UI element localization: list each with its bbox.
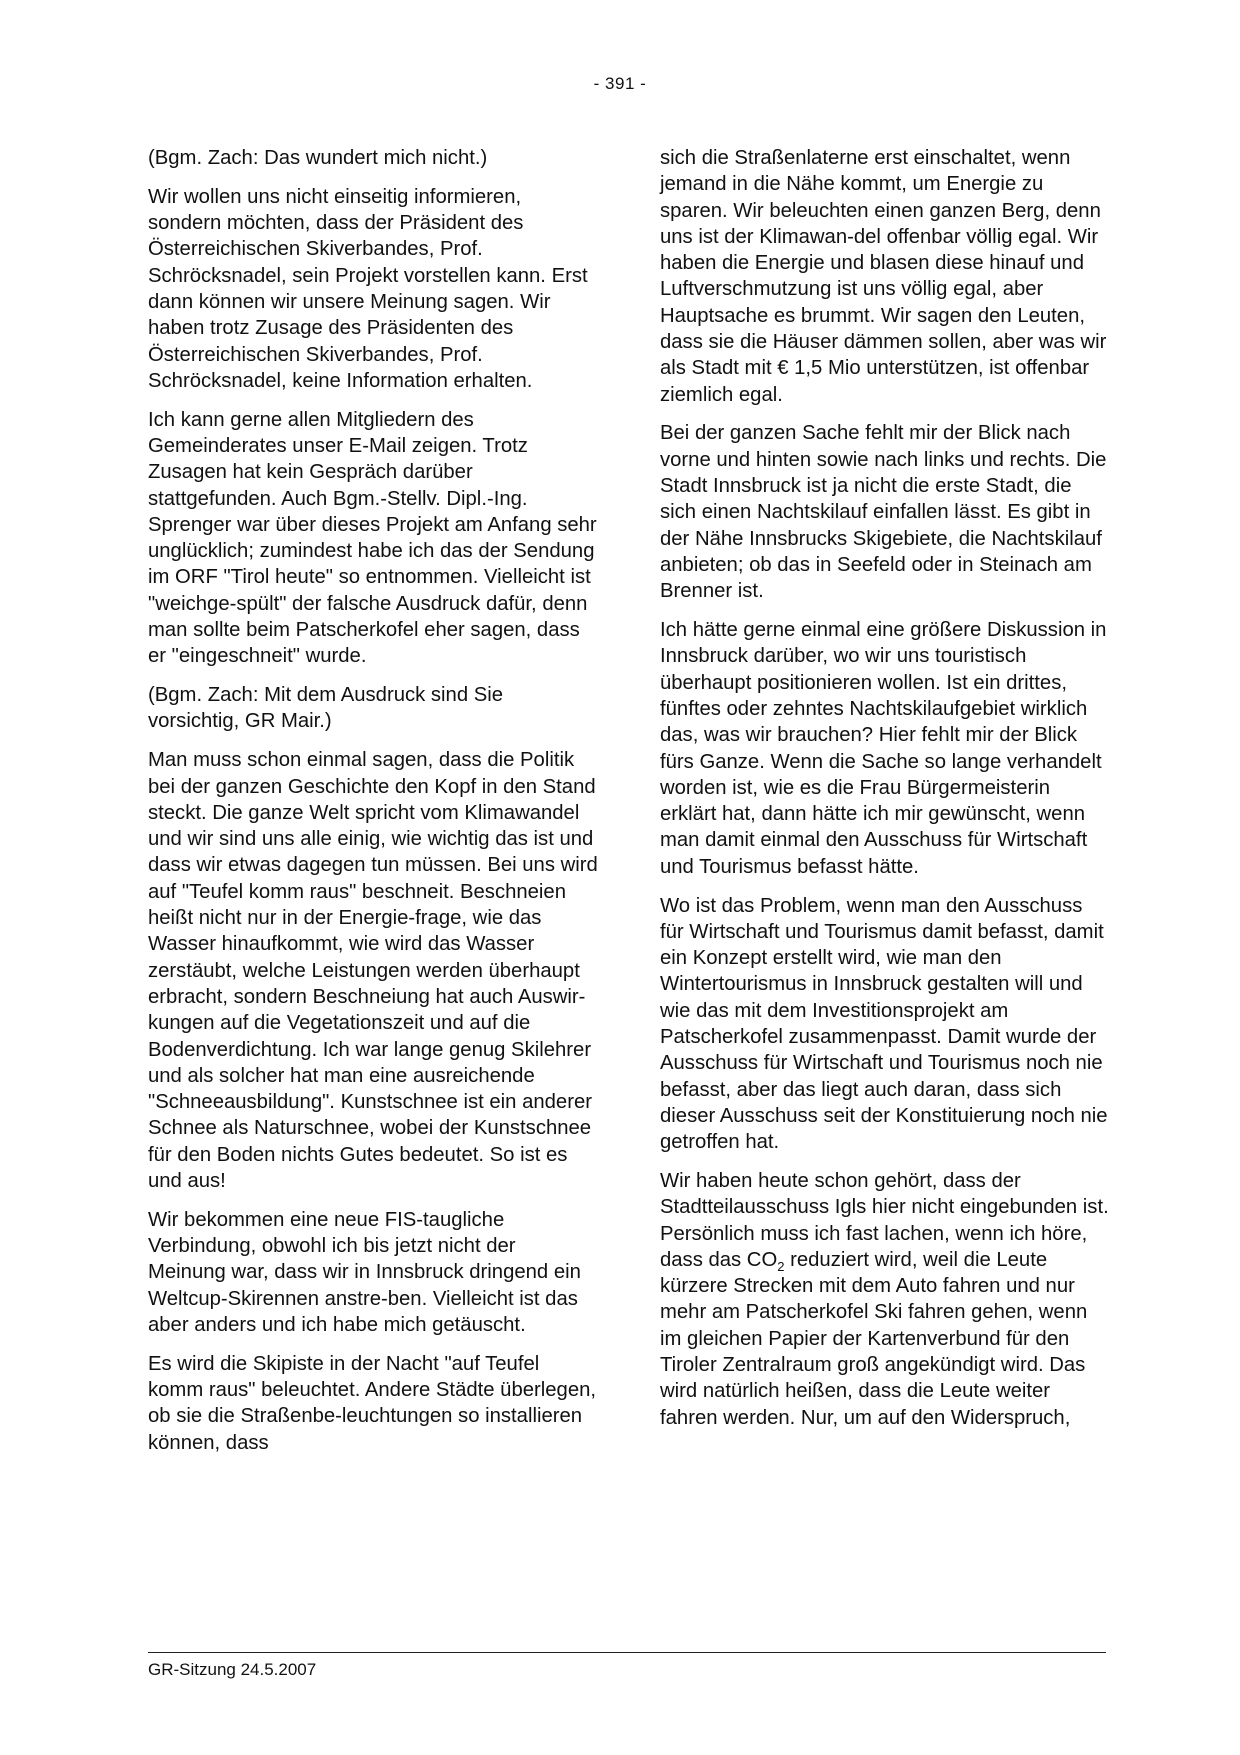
paragraph: Ich hätte gerne einmal eine größere Diskussion in Innsbruck darüber, wo wir uns touristisch überhaupt positionieren wollen. Ist ein drittes, fünftes oder zehntes Nachtskilaufgebiet wirklich das, was wir brauchen? Hier fehlt mir der Blick fürs Ganze. Wenn die Sache so lange verhandelt worden ist, wie es die Frau Bürgermeisterin erklärt hat, dann hätte ich mir gewünscht, wenn man damit einmal den Ausschuss für Wirtschaft und Tourismus befasst hätte. — [660, 619, 1107, 878]
paragraph: Ich kann gerne allen Mitgliedern des Gemeinderates unser E-Mail zeigen. Trotz Zusagen hat kein Gespräch darüber stattgefunden. Auch Bgm.-Stellv. Dipl.-Ing. Sprenger war über dieses Projekt am Anfang sehr unglücklich; zumindest habe ich das der Sendung im ORF "Tirol heute" so entnommen. Vielleicht ist "weichge-spült" der falsche Ausdruck dafür, denn man sollte beim Patscherkofel eher sagen, dass er "eingeschneit" wurde. — [148, 408, 597, 668]
paragraph: sich die Straßenlaterne erst einschaltet, wenn jemand in die Nähe kommt, um Energie zu sparen. Wir beleuchten einen ganzen Berg, denn uns ist der Klimawan-del offenbar völlig egal. Wir haben die Energie und blasen diese hinauf und Luftverschmutzung ist uns völlig egal, aber Hauptsache es brummt. Wir sagen den Leuten, dass sie die Häuser dämmen sollen, aber was wir als Stadt mit € 1,5 Mio unterstützen, ist offenbar ziemlich egal. — [660, 147, 1107, 406]
paragraph: Wir bekommen eine neue FIS-taugliche Verbindung, obwohl ich bis jetzt nicht der Meinung war, dass wir in Innsbruck dringend ein Weltcup-Skirennen anstre-ben. Vielleicht ist das aber anders und ich habe mich getäuscht. — [148, 1208, 581, 1336]
paragraph: (Bgm. Zach: Das wundert mich nicht.) — [148, 147, 488, 169]
paragraph-text: reduziert wird, weil die Leute kürzere Strecken mit dem Auto fahren und nur mehr am Patscherkofel Ski fahren gehen, wenn im gleichen Papier der Kartenverbund für den Tiroler Zentralraum groß angekündigt wird. Das wird natürlich heißen, dass die Leute weiter fahren werden. Nur, um auf den Widerspruch, — [660, 1248, 1088, 1429]
right-column — [660, 145, 1110, 1443]
paragraph: Wir wollen uns nicht einseitig informieren, sondern möchten, dass der Präsident des Österreichischen Skiverbandes, Prof. Schröcksnadel, sein Projekt vorstellen kann. Erst dann können wir unsere Meinung sagen. Wir haben trotz Zusage des Präsidenten des Österreichischen Skiverbandes, Prof. Schröcksnadel, keine Information erhalten. — [148, 185, 588, 392]
paragraph: Bei der ganzen Sache fehlt mir der Blick nach vorne und hinten sowie nach links und rechts. Die Stadt Innsbruck ist ja nicht die erste Stadt, die sich einen Nachtskilauf einfallen lässt. Es gibt in der Nähe Innsbrucks Skigebiete, die Nachtskilauf anbieten; ob das in Seefeld oder in Steinach am Brenner ist. — [660, 422, 1107, 603]
paragraph: (Bgm. Zach: Mit dem Ausdruck sind Sie vorsichtig, GR Mair.) — [148, 684, 504, 733]
footer-text: GR-Sitzung 24.5.2007 — [148, 1660, 317, 1679]
page-number: - 391 - — [593, 74, 647, 93]
paragraph: Wo ist das Problem, wenn man den Ausschuss für Wirtschaft und Tourismus damit befasst, damit ein Konzept erstellt wird, wie man den Wintertourismus in Innsbruck gestalten will und wie das mit dem Investitionsprojekt am Patscherkofel zusammenpasst. Damit wurde der Ausschuss für Wirtschaft und Tourismus noch nie befasst, aber das liegt auch daran, dass sich dieser Ausschuss seit der Konstituierung noch nie getroffen hat. — [660, 894, 1108, 1154]
paragraph: Es wird die Skipiste in der Nacht "auf Teufel komm raus" beleuchtet. Andere Städte überlegen, ob sie die Straßenbe-leuchtungen so installieren können, dass — [148, 1352, 597, 1454]
footer-divider — [148, 1652, 1106, 1653]
paragraph-text: Wir haben heute schon gehört, dass der Stadtteilausschuss Igls hier nicht eingebunden ist. Persönlich muss ich fast lachen, wenn ich höre, dass das CO — [660, 1169, 1109, 1271]
paragraph — [660, 1168, 1110, 1431]
subscript: 2 — [777, 1258, 785, 1274]
paragraph: Man muss schon einmal sagen, dass die Politik bei der ganzen Geschichte den Kopf in den Stand steckt. Die ganze Welt spricht vom Klimawandel und wir sind uns alle einig, wie wichtig das ist und dass wir etwas dagegen tun müssen. Bei uns wird auf "Teufel komm raus" beschneit. Beschneien heißt nicht nur in der Energie-frage, wie das Wasser hinaufkommt, wie wird das Wasser zerstäubt, welche Leistungen werden überhaupt erbracht, sondern Beschneiung hat auch Auswir-kungen auf die Vegetationszeit und auf die Bodenverdichtung. Ich war lange genug Skilehrer und als solcher hat man eine ausreichende "Schneeausbildung". Kunstschnee ist ein anderer Schnee als Naturschnee, wobei der Kunstschnee für den Boden nichts Gutes bedeutet. So ist es und aus! — [148, 749, 598, 1192]
left-column — [148, 145, 598, 1468]
